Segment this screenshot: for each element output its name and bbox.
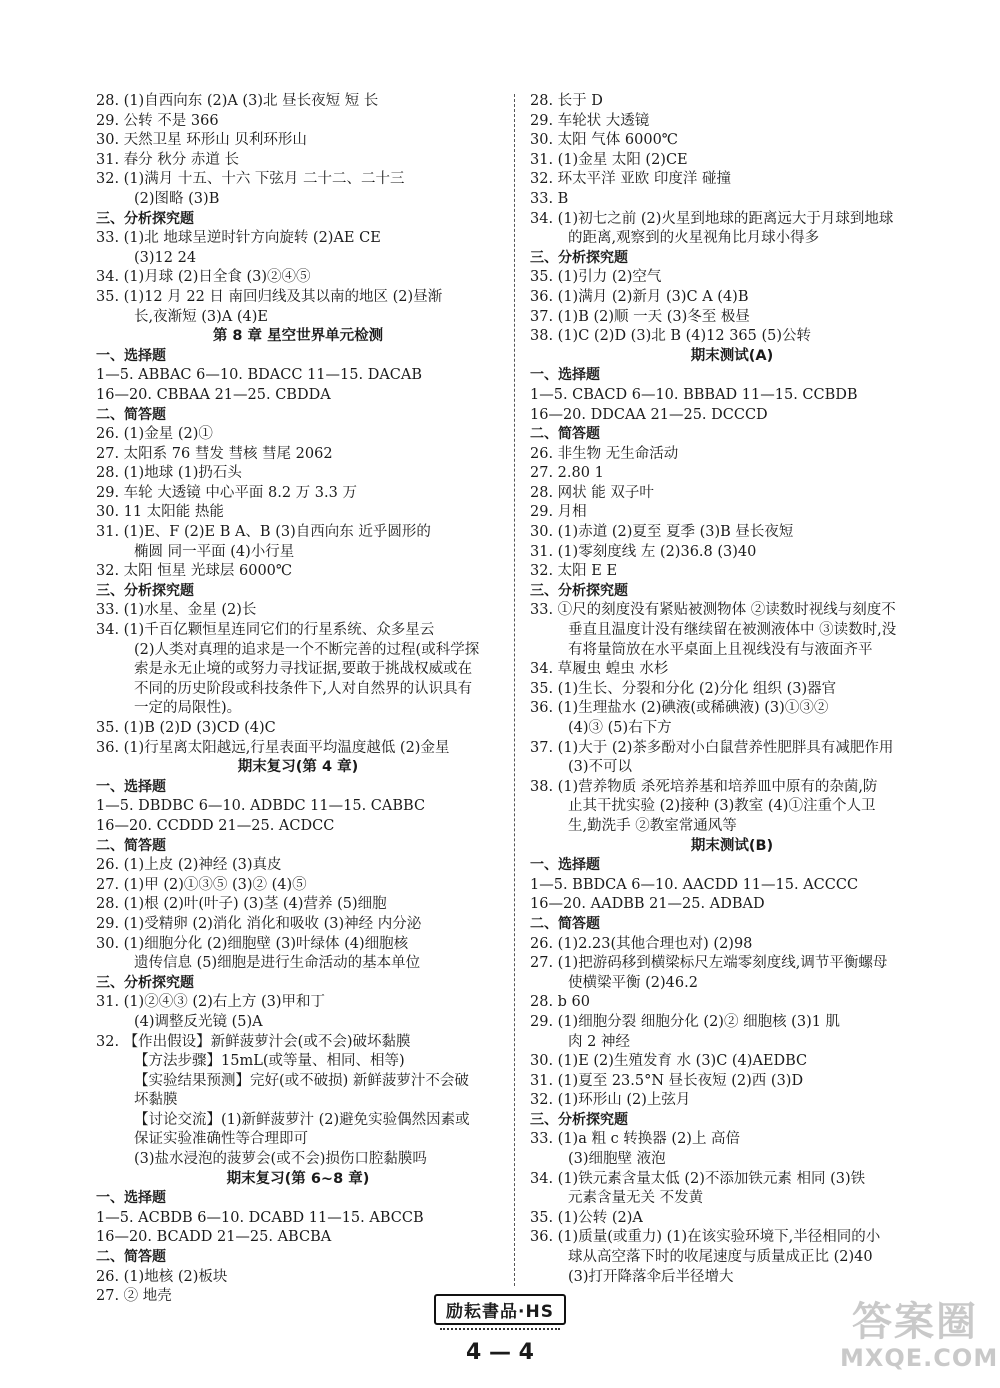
answer-line: 16—20. CBBAA 21—25. CBDDA <box>96 386 331 403</box>
answer-line: 33. (1)水星、金星 (2)长 <box>96 602 257 619</box>
chapter-title: 期末测试(A) <box>690 347 774 364</box>
answer-line: 16—20. CCDDD 21—25. ACDCC <box>96 817 335 834</box>
answer-line: 32. 【作出假设】新鲜菠萝汁会(或不会)破坏黏膜 <box>96 1033 411 1050</box>
brand-underline <box>440 1328 560 1330</box>
answer-line: 35. (1)B (2)D (3)CD (4)C <box>96 720 276 736</box>
answer-line: 30. 11 太阳能 热能 <box>96 504 224 521</box>
left-column <box>96 92 500 1307</box>
section-heading: 三、分析探究题 <box>96 582 194 599</box>
answer-continuation: (3)细胞壁 液泡 <box>568 1151 666 1168</box>
answer-line: 33. (1)北 地球呈逆时针方向旋转 (2)AE CE <box>96 230 381 247</box>
answer-line: 32. 环太平洋 亚欧 印度洋 碰撞 <box>530 171 731 188</box>
answer-continuation: 保证实验准确性等合理即可 <box>134 1131 308 1148</box>
answer-line: 34. (1)铁元素含量太低 (2)不添加铁元素 相同 (3)铁 <box>530 1170 866 1187</box>
answer-line: 28. (1)根 (2)叶(叶子) (3)茎 (4)营养 (5)细胞 <box>96 896 387 913</box>
answer-line: 16—20. AADBB 21—25. ADBAD <box>530 896 765 913</box>
section-heading: 三、分析探究题 <box>530 582 628 599</box>
answer-continuation: 有将量筒放在水平桌面上且视线没有与液面齐平 <box>568 641 873 658</box>
section-heading: 一、选择题 <box>96 347 166 364</box>
answer-line: 1—5. BBDCA 6—10. AACDD 11—15. ACCCC <box>530 876 859 893</box>
answer-continuation: 【实验结果预测】完好(或不破损) 新鲜菠萝汁不会破 <box>134 1072 469 1089</box>
answer-continuation: 椭圆 同一平面 (4)小行星 <box>134 543 295 560</box>
answer-line: 29. (1)受精卵 (2)消化 消化和吸收 (3)神经 内分泌 <box>96 915 422 932</box>
answer-line: 30. (1)赤道 (2)夏至 夏季 (3)B 昼长夜短 <box>530 524 794 541</box>
answer-line: 32. (1)满月 十五、十六 下弦月 二十二、二十三 <box>96 171 405 188</box>
answer-line: 32. (1)环形山 (2)上弦月 <box>530 1092 691 1109</box>
answer-line: 29. 车轮 大透镜 中心平面 8.2 万 3.3 万 <box>96 484 357 501</box>
answer-line: 28. (1)自西向东 (2)A (3)北 昼长夜短 短 长 <box>96 93 379 109</box>
answer-line: 16—20. BCADD 21—25. ABCBA <box>96 1229 332 1246</box>
answer-line: 26. (1)地核 (2)板块 <box>96 1268 228 1285</box>
answer-line: 37. (1)大于 (2)茶多酚对小白鼠营养性肥胖具有减肥作用 <box>530 739 894 756</box>
answer-continuation: 元素含量无关 不发黄 <box>568 1190 704 1207</box>
answer-line: 29. 车轮状 大透镜 <box>530 112 650 129</box>
section-heading: 二、简答题 <box>530 915 600 932</box>
section-heading: 二、简答题 <box>96 837 166 854</box>
answer-line: 38. (1)C (2)D (3)北 B (4)12 365 (5)公转 <box>530 328 812 345</box>
section-heading: 二、简答题 <box>96 1249 166 1266</box>
section-heading: 三、分析探究题 <box>96 210 194 227</box>
section-heading: 一、选择题 <box>96 1190 166 1207</box>
answer-line: 28. 网状 能 双子叶 <box>530 484 654 501</box>
section-heading: 一、选择题 <box>530 367 600 384</box>
answer-continuation: 使横梁平衡 (2)46.2 <box>568 974 698 991</box>
section-heading: 二、简答题 <box>96 406 166 423</box>
answer-line: 35. (1)公转 (2)A <box>530 1209 643 1226</box>
answer-line: 29. 月相 <box>530 504 587 521</box>
answer-line: 36. (1)满月 (2)新月 (3)C A (4)B <box>530 288 749 305</box>
answer-line: 36. (1)行星离太阳越远,行星表面平均温度越低 (2)金星 <box>96 739 450 756</box>
answer-line: 31. (1)夏至 23.5°N 昼长夜短 (2)西 (3)D <box>530 1072 804 1089</box>
answer-continuation: (4)③ (5)右下方 <box>568 720 672 736</box>
answer-line: 34. 草履虫 蝗虫 水杉 <box>530 661 669 678</box>
answer-line: 33. B <box>530 190 569 207</box>
answer-line: 28. 长于 D <box>530 93 603 109</box>
answer-line: 30. 天然卫星 环形山 贝利环形山 <box>96 132 307 149</box>
watermark-url: MXQE.COM <box>840 1344 999 1372</box>
answer-line: 31. (1)E、F (2)E B A、B (3)自西向东 近乎圆形的 <box>96 524 431 541</box>
answer-line: 27. (1)把游码移到横梁标尺左端零刻度线,调节平衡螺母 <box>530 955 888 972</box>
answer-line: 27. (1)甲 (2)①③⑤ (3)② (4)⑤ <box>96 876 307 893</box>
answer-line: 31. (1)金星 太阳 (2)CE <box>530 151 688 168</box>
answer-continuation: (3)不可以 <box>568 759 633 776</box>
chapter-title: 第 8 章 星空世界单元检测 <box>212 328 384 345</box>
answer-continuation: (4)调整反光镜 (5)A <box>134 1013 263 1030</box>
answer-continuation: 长,夜渐短 (3)A (4)E <box>134 308 268 325</box>
answer-line: 26. 非生物 无生命活动 <box>530 445 679 462</box>
answer-line: 29. (1)细胞分裂 细胞分化 (2)② 细胞核 (3)1 肌 <box>530 1013 841 1030</box>
section-heading: 三、分析探究题 <box>530 1111 628 1128</box>
answer-line: 33. ①尺的刻度没有紧贴被测物体 ②读数时视线与刻度不 <box>530 602 896 619</box>
answer-line: 26. (1)2.23(其他合理也对) (2)98 <box>530 935 753 952</box>
right-column <box>530 92 934 1287</box>
answer-continuation: (3)12 24 <box>134 249 197 266</box>
chapter-title: 期末复习(第 6~8 章) <box>226 1170 370 1187</box>
answer-line: 1—5. ACBDB 6—10. DCABD 11—15. ABCCB <box>96 1209 424 1226</box>
answer-line: 26. (1)上皮 (2)神经 (3)真皮 <box>96 857 282 874</box>
answer-continuation: (3)打开降落伞后半径增大 <box>568 1268 734 1285</box>
answer-continuation: 垂直且温度计没有继续留在被测液体中 ③读数时,没 <box>568 622 897 639</box>
answer-line: 26. (1)金星 (2)① <box>96 426 213 443</box>
section-heading: 三、分析探究题 <box>530 249 628 266</box>
answer-continuation: 遗传信息 (5)细胞是进行生命活动的基本单位 <box>134 955 421 972</box>
answer-line: 16—20. DDCAA 21—25. DCCCD <box>530 406 768 423</box>
answer-line: 36. (1)生理盐水 (2)碘液(或稀碘液) (3)①③② <box>530 700 829 717</box>
answer-line: 1—5. CBACD 6—10. BBBAD 11—15. CCBDB <box>530 386 858 403</box>
section-heading: 三、分析探究题 <box>96 974 194 991</box>
answer-line: 35. (1)生长、分裂和分化 (2)分化 组织 (3)器官 <box>530 680 837 697</box>
chapter-title: 期末复习(第 4 章) <box>237 759 359 776</box>
answer-continuation: 止其干扰实验 (2)接种 (3)教室 (4)①注重个人卫 <box>568 798 876 815</box>
answer-line: 32. 太阳 恒星 光球层 6000℃ <box>96 563 293 580</box>
answer-line: 30. (1)细胞分化 (2)细胞壁 (3)叶绿体 (4)细胞核 <box>96 935 409 952</box>
answer-line: 33. (1)a 粗 c 转换器 (2)上 高倍 <box>530 1131 741 1148</box>
answer-line: 27. ② 地壳 <box>96 1288 172 1305</box>
answer-line: 30. 太阳 气体 6000℃ <box>530 132 679 149</box>
answer-continuation: 球从高空落下时的收尾速度与质量成正比 (2)40 <box>568 1249 873 1266</box>
column-divider <box>514 94 515 1286</box>
chapter-title: 期末测试(B) <box>690 837 774 854</box>
answer-line: 1—5. ABBAC 6—10. BDACC 11—15. DACAB <box>96 367 423 384</box>
answer-continuation: 生,勤洗手 ②教室常通风等 <box>568 817 737 834</box>
answer-line: 30. (1)E (2)生殖发育 水 (3)C (4)AEDBC <box>530 1053 808 1070</box>
answer-line: 34. (1)月球 (2)日全食 (3)②④⑤ <box>96 269 311 286</box>
watermark <box>840 1299 999 1372</box>
answer-line: 31. (1)②④③ (2)右上方 (3)甲和丁 <box>96 994 326 1011</box>
watermark-logo-text: 答案圈 <box>852 1299 978 1345</box>
answer-continuation: 坏黏膜 <box>134 1092 178 1109</box>
answer-line: 32. 太阳 E E <box>530 563 618 580</box>
answer-continuation: 不同的历史阶段或科技条件下,人对自然界的认识具有 <box>134 680 473 697</box>
section-heading: 一、选择题 <box>530 857 600 874</box>
brand-logo: 励耘書品·HS <box>434 1294 566 1325</box>
answer-line: 35. (1)引力 (2)空气 <box>530 269 662 286</box>
answer-line: 31. 春分 秋分 赤道 长 <box>96 151 239 168</box>
answer-line: 35. (1)12 月 22 日 南回归线及其以南的地区 (2)昼渐 <box>96 288 443 305</box>
answer-line: 34. (1)千百亿颗恒星连同它们的行星系统、众多星云 <box>96 622 435 639</box>
answer-line: 1—5. DBDBC 6—10. ADBDC 11—15. CABBC <box>96 798 426 815</box>
answer-line: 37. (1)B (2)顺 一天 (3)冬至 极昼 <box>530 308 750 325</box>
answer-continuation: (3)盐水浸泡的菠萝会(或不会)损伤口腔黏膜吗 <box>134 1151 427 1168</box>
answer-line: 34. (1)初七之前 (2)火星到地球的距离远大于月球到地球 <box>530 210 894 227</box>
answer-line: 29. 公转 不是 366 <box>96 112 219 129</box>
answer-line: 28. (1)地球 (1)扔石头 <box>96 465 242 482</box>
answer-line: 28. b 60 <box>530 994 591 1011</box>
answer-continuation: 【讨论交流】(1)新鲜菠萝汁 (2)避免实验偶然因素或 <box>134 1111 470 1128</box>
section-heading: 二、简答题 <box>530 426 600 443</box>
section-heading: 一、选择题 <box>96 778 166 795</box>
answer-line: 36. (1)质量(或重力) (1)在该实验环境下,半径相同的小 <box>530 1229 881 1246</box>
answer-continuation: 的距离,观察到的火星视角比月球小得多 <box>568 230 820 247</box>
answer-continuation: (2)人类对真理的追求是一个不断完善的过程(或科学探 <box>134 641 480 658</box>
answer-continuation: (2)图略 (3)B <box>134 190 220 207</box>
answer-line: 27. 2.80 1 <box>530 465 604 482</box>
answer-continuation: 肉 2 神经 <box>568 1033 630 1050</box>
page-number: 4 — 4 <box>466 1340 534 1365</box>
answer-line: 38. (1)营养物质 杀死培养基和培养皿中原有的杂菌,防 <box>530 778 878 795</box>
answer-line: 31. (1)零刻度线 左 (2)36.8 (3)40 <box>530 543 757 560</box>
answer-continuation: 索是永无止境的或努力寻找证据,要敢于挑战权威或在 <box>134 661 473 678</box>
answer-continuation: 【方法步骤】15mL(或等量、相同、相等) <box>134 1053 405 1070</box>
answer-line: 27. 太阳系 76 彗发 彗核 彗尾 2062 <box>96 445 333 462</box>
answer-continuation: 一定的局限性)。 <box>134 700 242 717</box>
